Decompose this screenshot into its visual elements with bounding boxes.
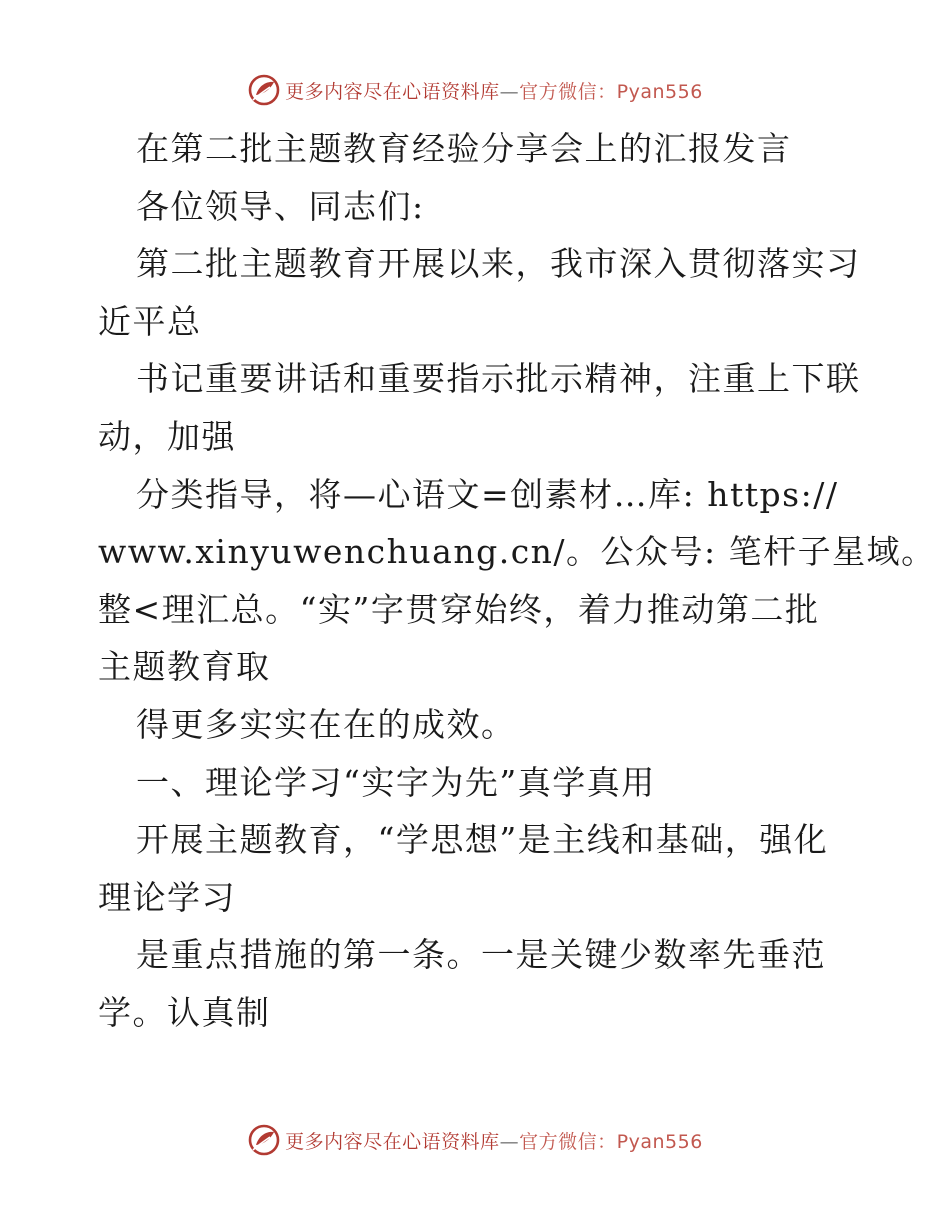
document-line: 一、理论学习“实字为先”真学真用 bbox=[136, 762, 656, 802]
document-line: 各位领导、同志们: bbox=[136, 186, 425, 226]
document-line: www.xinyuwenchuang.cn/。公众号: 笔杆子星域。 bbox=[98, 532, 936, 572]
header-banner bbox=[0, 70, 950, 110]
document-line: 第二批主题教育开展以来，我市深入贯彻落实习 bbox=[136, 244, 861, 284]
banner-wechat-label: 官方微信：Pyan556 bbox=[519, 80, 703, 103]
banner-site-text: 更多内容尽在心语资料库 bbox=[285, 80, 500, 103]
document-line: 整<理汇总。“实”字贯穿始终，着力推动第二批 bbox=[98, 589, 820, 629]
document-line: 是重点措施的第一条。一是关键少数率先垂范 bbox=[136, 935, 826, 975]
document-line: 开展主题教育，“学思想”是主线和基础，强化 bbox=[136, 820, 829, 860]
document-body bbox=[98, 120, 936, 1042]
banner-text bbox=[285, 77, 703, 104]
document-line: 学。认真制 bbox=[98, 992, 271, 1032]
document-line: 理论学习 bbox=[98, 877, 236, 917]
banner-separator: — bbox=[499, 80, 520, 103]
document-line: 书记重要讲话和重要指示批示精神，注重上下联 bbox=[136, 359, 861, 399]
document-line: 得更多实实在在的成效。 bbox=[136, 704, 516, 744]
banner-separator: — bbox=[499, 1130, 520, 1153]
leaf-swirl-logo-icon bbox=[247, 1123, 281, 1157]
banner-wechat-label: 官方微信：Pyan556 bbox=[519, 1130, 703, 1153]
document-line: 在第二批主题教育经验分享会上的汇报发言 bbox=[136, 129, 792, 168]
banner-text bbox=[285, 1127, 703, 1154]
document-line: 分类指导，将—心语文=创素材…库: https:// bbox=[136, 474, 839, 514]
document-line: 动，加强 bbox=[98, 416, 236, 456]
document-line: 近平总 bbox=[98, 301, 202, 341]
banner-site-text: 更多内容尽在心语资料库 bbox=[285, 1130, 500, 1153]
leaf-swirl-logo-icon bbox=[247, 73, 281, 107]
footer-banner bbox=[0, 1120, 950, 1160]
document-line: 主题教育取 bbox=[98, 647, 271, 687]
